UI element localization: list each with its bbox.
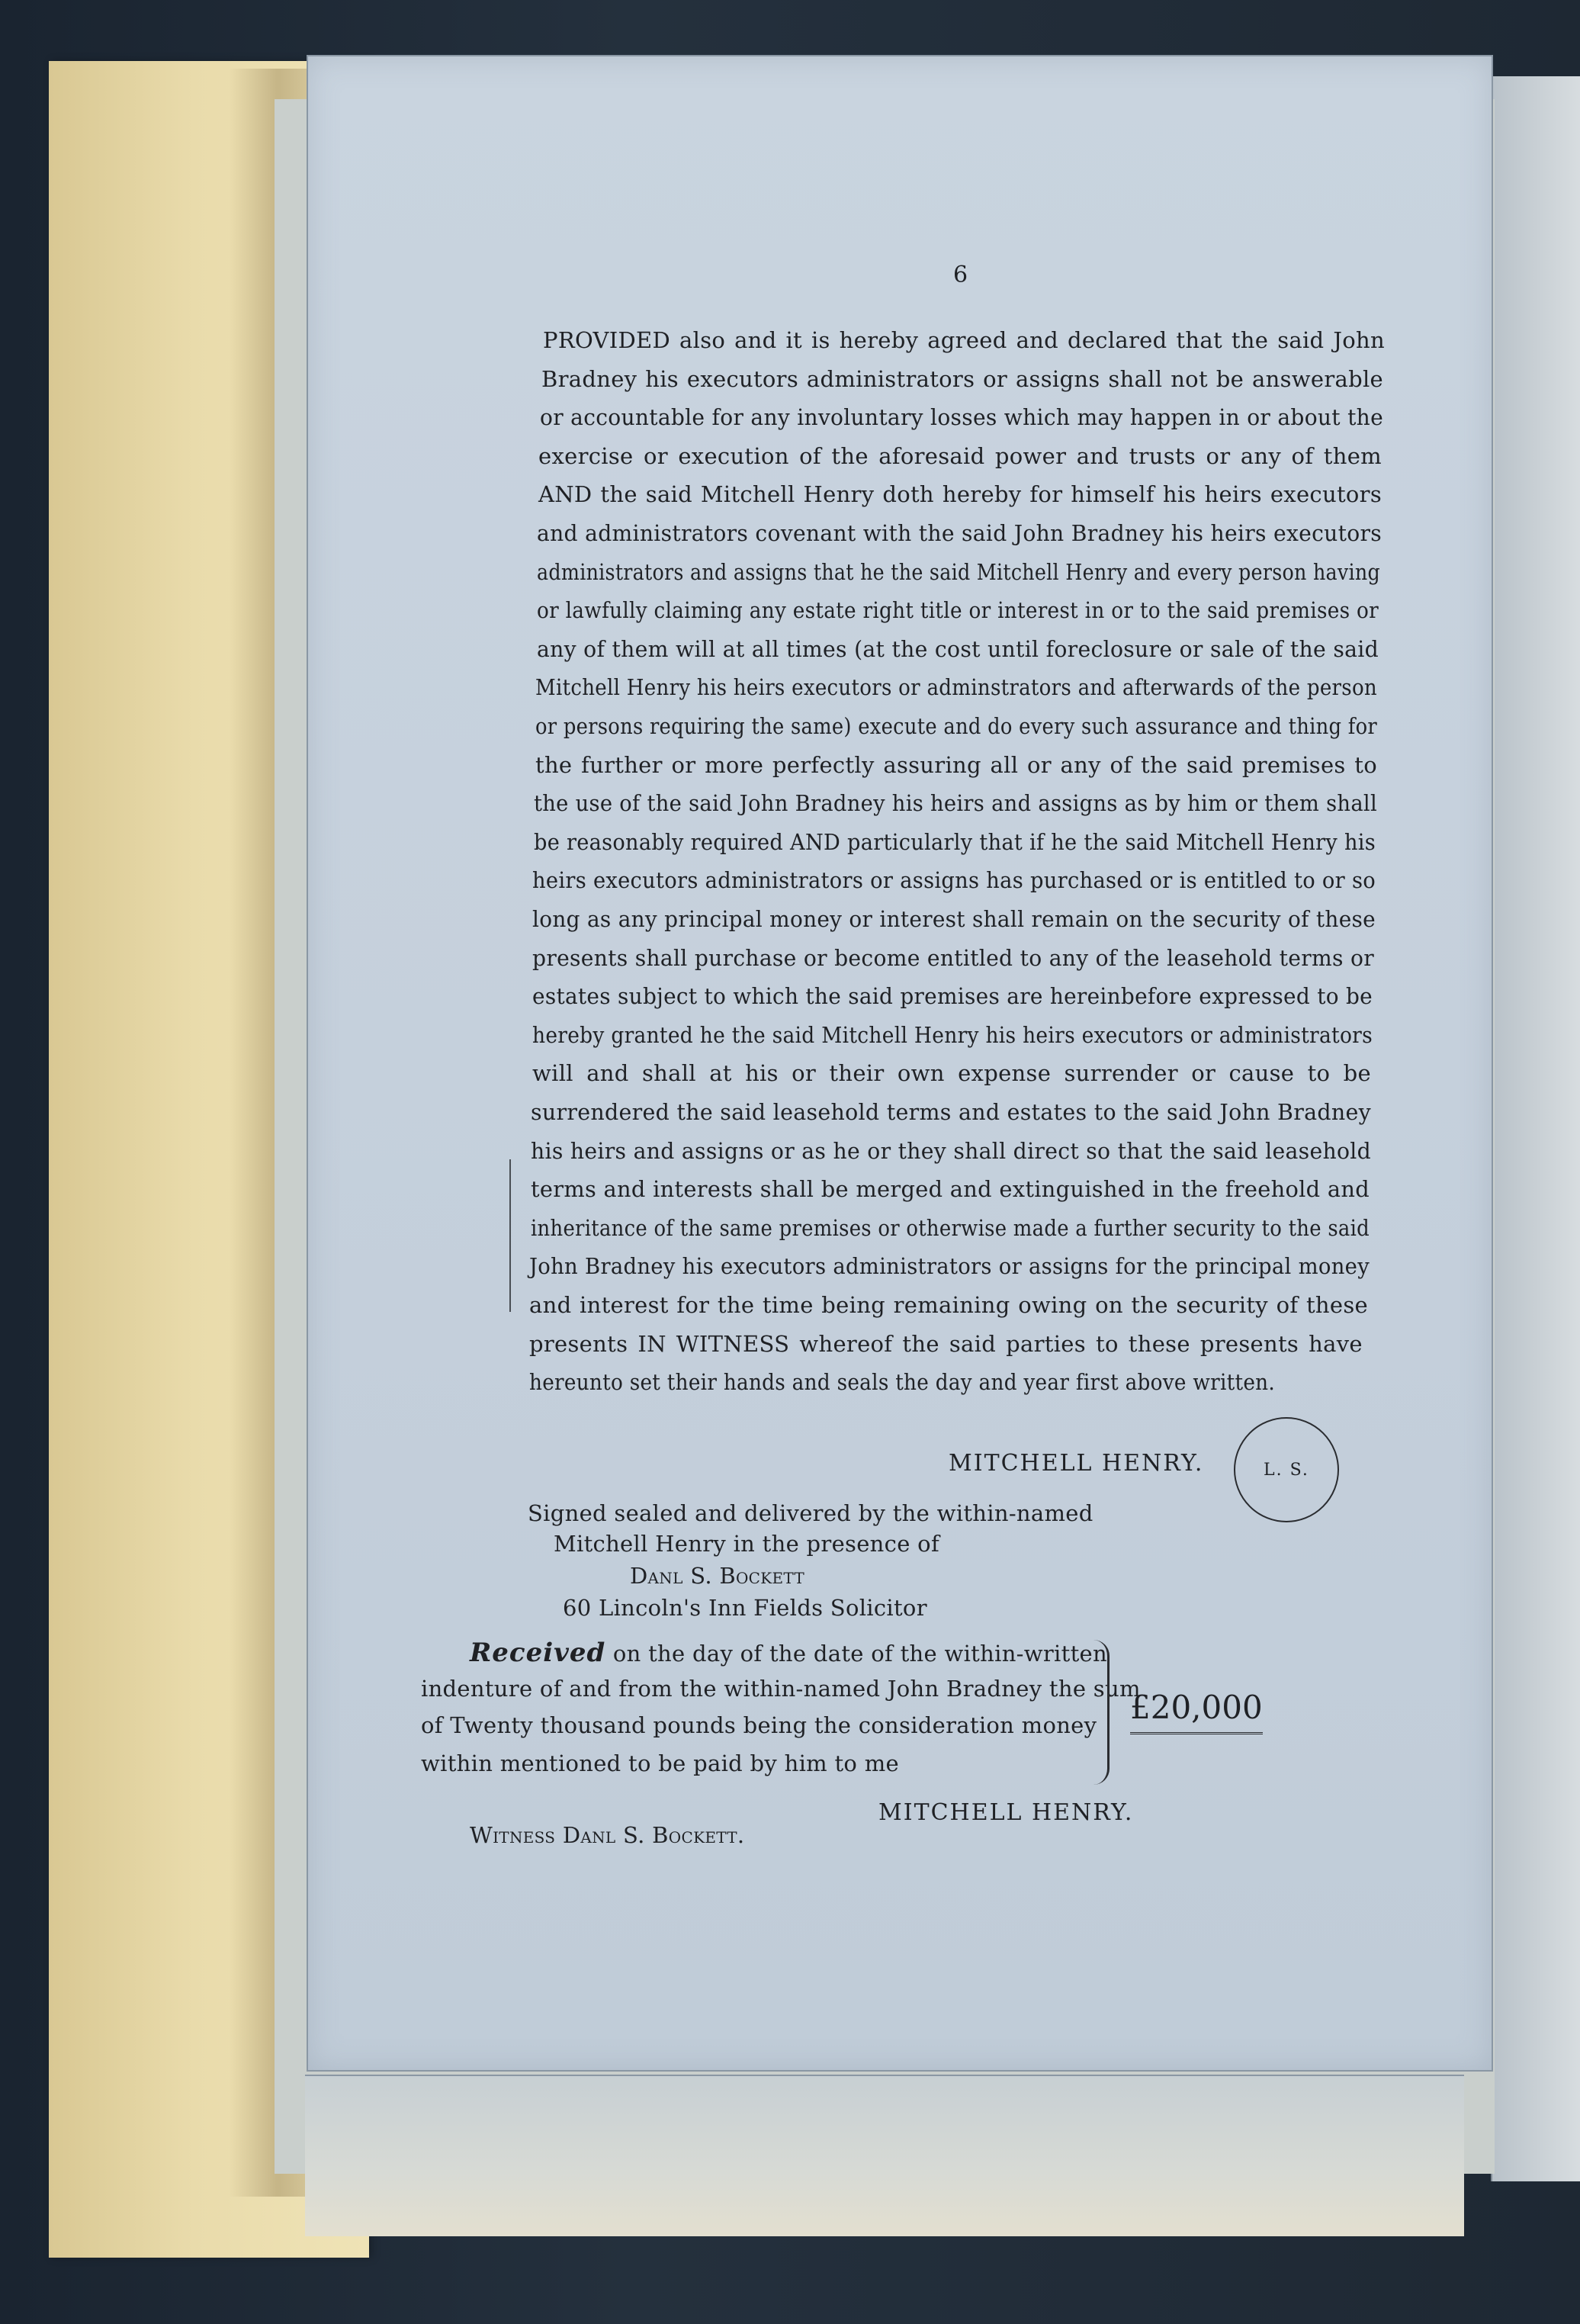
attestation-line: Mitchell Henry in the presence of	[554, 1531, 939, 1557]
body-line: exercise or execution of the aforesaid power and trusts or any of them	[538, 442, 1382, 469]
body-line: AND the said Mitchell Henry doth hereby for himself his heirs executors	[538, 481, 1382, 508]
body-line: presents IN WITNESS whereof the said parties to these presents have	[529, 1330, 1363, 1357]
body-line: estates subject to which the said premises are hereinbefore expressed to be	[532, 983, 1373, 1010]
body-line: will and shall at his or their own expense surrender or cause to be	[532, 1060, 1371, 1087]
receipt-witness: Witness Danl S. Bockett.	[470, 1822, 745, 1848]
body-line: hereunto set their hands and seals the day and year first above written.	[529, 1369, 1275, 1396]
receipt-signature: MITCHELL HENRY.	[878, 1799, 1134, 1826]
body-line: and interest for the time being remaining owing on the security of these	[529, 1292, 1368, 1318]
receipt-line: of Twenty thousand pounds being the consideration money	[421, 1712, 1097, 1738]
body-line: long as any principal money or interest shall remain on the security of these	[532, 906, 1376, 932]
body-line: heirs executors administrators or assigns has purchased or is entitled to or so	[532, 867, 1376, 894]
body-line: be reasonably required AND particularly that if he the said Mitchell Henry his	[534, 828, 1376, 855]
seal-label: L. S.	[1264, 1460, 1309, 1480]
body-line: any of them will at all times (at the cost until foreclosure or sale of the said	[537, 635, 1379, 662]
body-line: or accountable for any involuntary losses which may happen in or about the	[540, 404, 1383, 431]
margin-pencil-mark	[509, 1159, 511, 1312]
receipt-line: within mentioned to be paid by him to me	[421, 1750, 899, 1776]
torn-lower-edge	[305, 2075, 1464, 2236]
body-line: and administrators covenant with the said John Bradney his heirs executors	[537, 520, 1382, 546]
body-line: hereby granted he the said Mitchell Henry his heirs executors or administrators	[532, 1021, 1373, 1048]
body-line: his heirs and assigns or as he or they shall direct so that the said leasehold	[531, 1137, 1371, 1164]
signature-mitchell-henry: MITCHELL HENRY.	[949, 1450, 1204, 1477]
receipt-amount: £20,000	[1130, 1689, 1263, 1734]
attestation-witness-name: Danl S. Bockett	[630, 1563, 805, 1589]
body-line: the use of the said John Bradney his heirs and assigns as by him or them shall	[534, 790, 1377, 817]
attestation-address: 60 Lincoln's Inn Fields Solicitor	[563, 1595, 927, 1621]
received-heading: Received	[470, 1638, 606, 1668]
body-line: Bradney his executors administrators or assigns shall not be answerable	[541, 365, 1383, 392]
body-line: John Bradney his executors administrators or assigns for the principal money	[529, 1253, 1370, 1280]
body-line: presents shall purchase or become entitled to any of the leasehold terms or	[532, 944, 1374, 971]
receipt-line-text: on the day of the date of the within-written	[605, 1641, 1107, 1667]
body-line: surrendered the said leasehold terms and estates to the said John Bradney	[531, 1099, 1371, 1125]
seal-circle	[1234, 1417, 1339, 1522]
body-line: PROVIDED also and it is hereby agreed and declared that the said John	[543, 327, 1385, 353]
body-line: inheritance of the same premises or otherwise made a further security to the said	[531, 1214, 1370, 1241]
facing-page-edge	[1491, 76, 1580, 2181]
body-line: Mitchell Henry his heirs executors or adminstrators and afterwards of the person	[535, 674, 1377, 701]
receipt-line	[470, 1640, 1107, 1666]
receipt-brace	[1093, 1640, 1110, 1785]
body-line: the further or more perfectly assuring all or any of the said premises to	[535, 751, 1377, 778]
page-number: 6	[953, 262, 968, 288]
attestation-line: Signed sealed and delivered by the within-named	[528, 1500, 1093, 1526]
body-line: or persons requiring the same) execute and do every such assurance and thing for	[535, 713, 1377, 739]
body-line: or lawfully claiming any estate right title or interest in or to the said premises or	[537, 597, 1379, 624]
body-line: administrators and assigns that he the said Mitchell Henry and every person having	[537, 558, 1380, 585]
receipt-line: indenture of and from the within-named John Bradney the sum	[421, 1676, 1141, 1702]
body-line: terms and interests shall be merged and extinguished in the freehold and	[531, 1176, 1370, 1203]
